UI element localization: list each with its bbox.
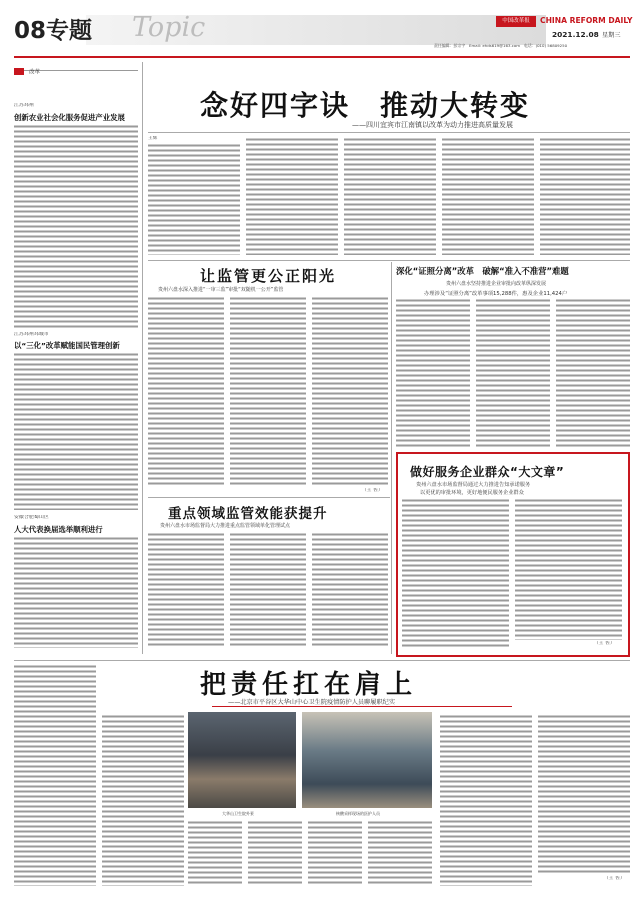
photo-health-center-caption: 大华山卫生院外景 xyxy=(222,811,254,816)
page-header xyxy=(14,10,633,56)
editor-credits: 责任编辑：彭宗宇 Email: ehds619@163.com 电话：(010) 56809250 xyxy=(434,43,568,48)
bottom-author: （王 佐） xyxy=(604,876,625,881)
main-headline-title: 念好四字诀 推动大转变 xyxy=(200,89,531,122)
section-tag-label: 改革 xyxy=(29,69,40,76)
highlight-box xyxy=(396,452,630,657)
left-article2-body xyxy=(14,352,138,510)
regulation-top-rule xyxy=(148,497,390,498)
left-article2-title: 以“三化”改革赋能国民管理创新 xyxy=(14,341,120,350)
bottom-col1 xyxy=(14,664,96,886)
left-column-rule xyxy=(142,62,143,654)
page-number: 08专题 xyxy=(14,18,93,44)
regulation-title: 重点领域监管效能获提升 xyxy=(168,506,328,522)
bottom-headline-title: 把责任扛在肩上 xyxy=(200,670,418,700)
bottom-headline-underline xyxy=(212,706,512,707)
regulation-col1 xyxy=(148,532,224,648)
bottom-col7 xyxy=(440,714,532,886)
supervision-col3 xyxy=(312,296,388,486)
left-article1-body xyxy=(14,124,138,330)
bottom-col3 xyxy=(188,820,242,886)
left-article1-title: 创新农业社会化服务促进产业发展 xyxy=(14,113,125,122)
certificate-deck: 办理涉及“证照分离”改革事项15,288件，惠及企业11,424户 xyxy=(424,291,568,297)
photo-health-center xyxy=(188,712,296,808)
bottom-col5 xyxy=(308,820,362,886)
supervision-col1 xyxy=(148,296,224,486)
left-article2-location: 江苏邳州邳城市 xyxy=(14,332,49,337)
main-headline-author: 王辉 xyxy=(148,136,158,141)
paper-logo-text: 中国改革报 xyxy=(502,18,530,24)
supervision-title: 让监管更公正阳光 xyxy=(200,267,337,285)
photo-sampling-site xyxy=(302,712,432,808)
left-article1-location: 江苏邳州 xyxy=(14,103,34,108)
main-article-col4 xyxy=(442,137,534,255)
regulation-subtitle: 贵州六盘水市场监督局大力推进重点监管领域单化管理试点 xyxy=(160,523,291,529)
highlight-subtitle2: 以更优的审批环境，更好地便民服务企业群众 xyxy=(420,490,524,496)
highlight-title: 做好服务企业群众“大文章” xyxy=(410,465,565,479)
certificate-col2 xyxy=(476,298,550,448)
main-article-col5 xyxy=(540,137,630,255)
left-article3-body xyxy=(14,536,138,648)
header-rule xyxy=(14,56,630,58)
highlight-author: （王 佐） xyxy=(594,641,615,646)
highlight-col1 xyxy=(402,498,509,648)
topic-label: Topic xyxy=(132,12,206,43)
highlight-subtitle1: 贵州六盘水市场监督局通过大力推进告知承诺服务 xyxy=(416,482,531,488)
certificate-subtitle: 贵州六盘水坚持推进企业审批向改革纵深发展 xyxy=(446,281,547,287)
issue-weekday: 星期三 xyxy=(602,32,621,39)
left-article3-location: 安徽合肥蜀山区 xyxy=(14,515,49,520)
photo-sampling-site-caption: 核酸采样现场的医护人员 xyxy=(336,811,380,816)
main-headline-rule xyxy=(148,132,630,133)
supervision-subtitle: 贵州六盘水深入推进“一审三监”审批“双随机一公开”监管 xyxy=(158,287,284,293)
bottom-col2 xyxy=(102,714,184,886)
left-article3-title: 人大代表换届选举顺利进行 xyxy=(14,525,103,534)
supervision-vrule xyxy=(391,262,392,654)
mid-rule xyxy=(148,260,630,261)
main-article-col1 xyxy=(148,143,240,255)
bottom-col4 xyxy=(248,820,302,886)
main-article-col3 xyxy=(344,137,436,255)
certificate-col1 xyxy=(396,298,470,448)
bottom-top-rule xyxy=(14,660,630,661)
main-headline-subtitle: ——四川宜宾市江南镇以改革为动力推进高质量发展 xyxy=(352,121,513,129)
highlight-col2 xyxy=(515,498,622,640)
supervision-author: （王 佐） xyxy=(362,488,383,493)
bottom-col8 xyxy=(538,714,630,874)
certificate-title: 深化“证照分离”改革 破解“准入不准营”难题 xyxy=(396,266,569,276)
certificate-col3 xyxy=(556,298,630,448)
paper-english-name: CHINA REFORM DAILY xyxy=(540,16,633,25)
bottom-col6 xyxy=(368,820,432,886)
bottom-headline-subtitle: ——北京市平谷区大华山中心卫生院疫情防护人员聊履职纪实 xyxy=(228,699,396,706)
issue-date: 2021.12.08 xyxy=(552,30,599,39)
main-article-col2 xyxy=(246,137,338,255)
supervision-col2 xyxy=(230,296,306,486)
regulation-col3 xyxy=(312,532,388,648)
section-tag-marker xyxy=(14,68,24,75)
paper-logo xyxy=(496,16,536,27)
left-section-tag xyxy=(14,61,138,76)
regulation-col2 xyxy=(230,532,306,648)
